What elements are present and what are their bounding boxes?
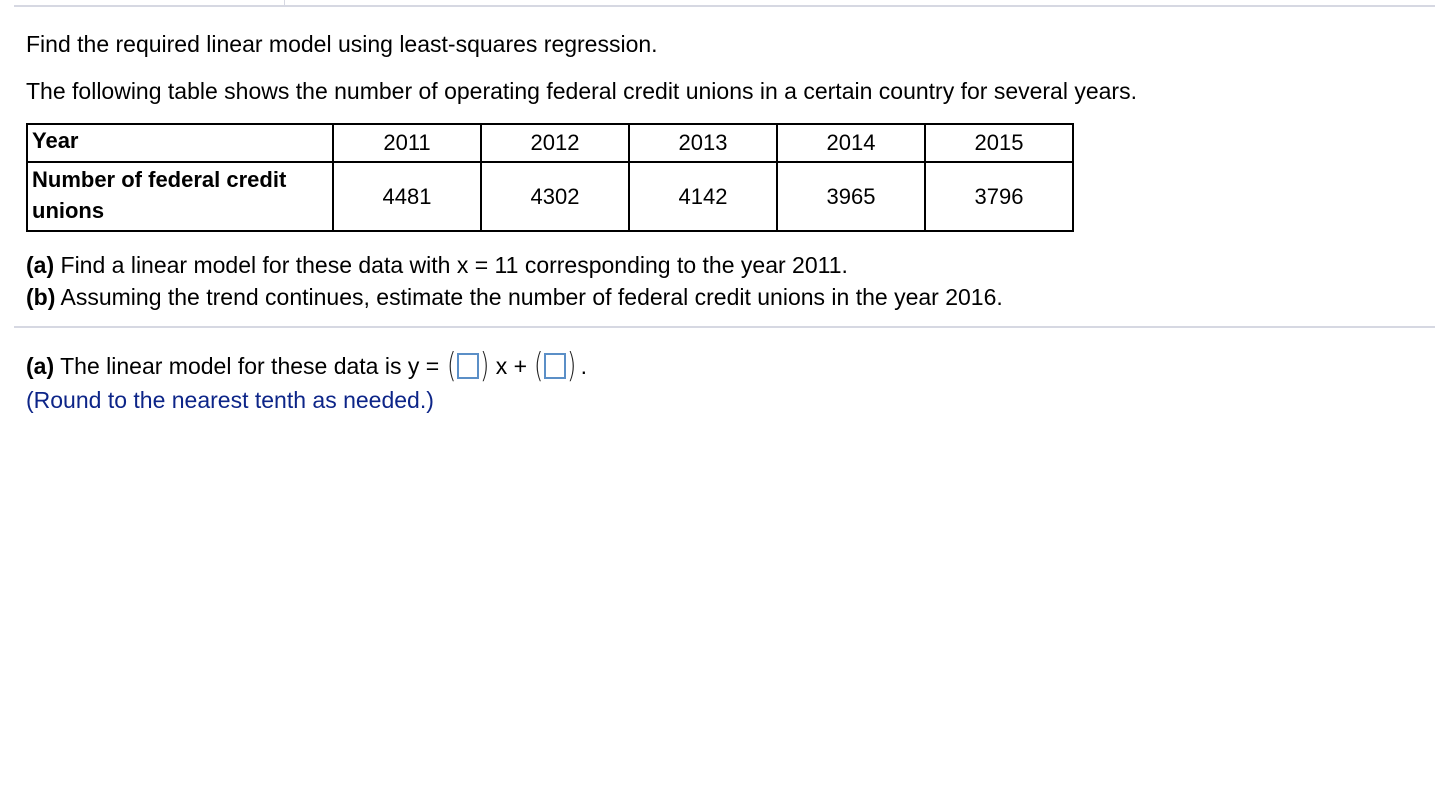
- part-a-label: (a): [26, 252, 55, 278]
- year-cell: 2015: [925, 124, 1073, 162]
- top-divider: [14, 5, 1435, 7]
- top-divider-tick: [284, 0, 285, 5]
- part-a-prompt: [26, 251, 848, 279]
- rounding-hint: (Round to the nearest tenth as needed.): [26, 387, 434, 413]
- close-paren: ): [567, 346, 577, 386]
- year-cell: 2011: [333, 124, 481, 162]
- row-header-count: Number of federal credit unions: [27, 162, 333, 231]
- count-cell: 3965: [777, 162, 925, 231]
- part-b-prompt: [26, 283, 1003, 311]
- table-row-count: [27, 162, 1073, 231]
- count-cell: 4302: [481, 162, 629, 231]
- year-cell: 2012: [481, 124, 629, 162]
- answer-line: [26, 348, 587, 384]
- open-paren: (: [534, 346, 544, 386]
- intercept-input[interactable]: [544, 353, 566, 379]
- open-paren: (: [447, 346, 457, 386]
- question-instruction: Find the required linear model using least-squares regression.: [26, 31, 658, 57]
- answer-label: (a): [26, 353, 55, 379]
- x-term: x +: [495, 353, 528, 379]
- credit-union-table: [26, 123, 1074, 232]
- answer-prefix: The linear model for these data is y =: [60, 353, 440, 379]
- part-a-text: Find a linear model for these data with x = 11 corresponding to the year 2011.: [54, 252, 848, 278]
- question-intro: The following table shows the number of operating federal credit unions in a certain country for several years.: [26, 78, 1137, 104]
- part-b-label: (b): [26, 284, 56, 310]
- answer-suffix: .: [580, 353, 587, 379]
- answer-divider: [14, 326, 1435, 328]
- intercept-group: [532, 348, 579, 384]
- close-paren: ): [480, 346, 490, 386]
- year-cell: 2013: [629, 124, 777, 162]
- count-cell: 4142: [629, 162, 777, 231]
- table-row-year: [27, 124, 1073, 162]
- slope-group: [445, 348, 492, 384]
- slope-input[interactable]: [457, 353, 479, 379]
- part-b-text: Assuming the trend continues, estimate the number of federal credit unions in the year 2016.: [55, 284, 1003, 310]
- row-header-year: Year: [27, 124, 333, 162]
- count-cell: 3796: [925, 162, 1073, 231]
- year-cell: 2014: [777, 124, 925, 162]
- count-cell: 4481: [333, 162, 481, 231]
